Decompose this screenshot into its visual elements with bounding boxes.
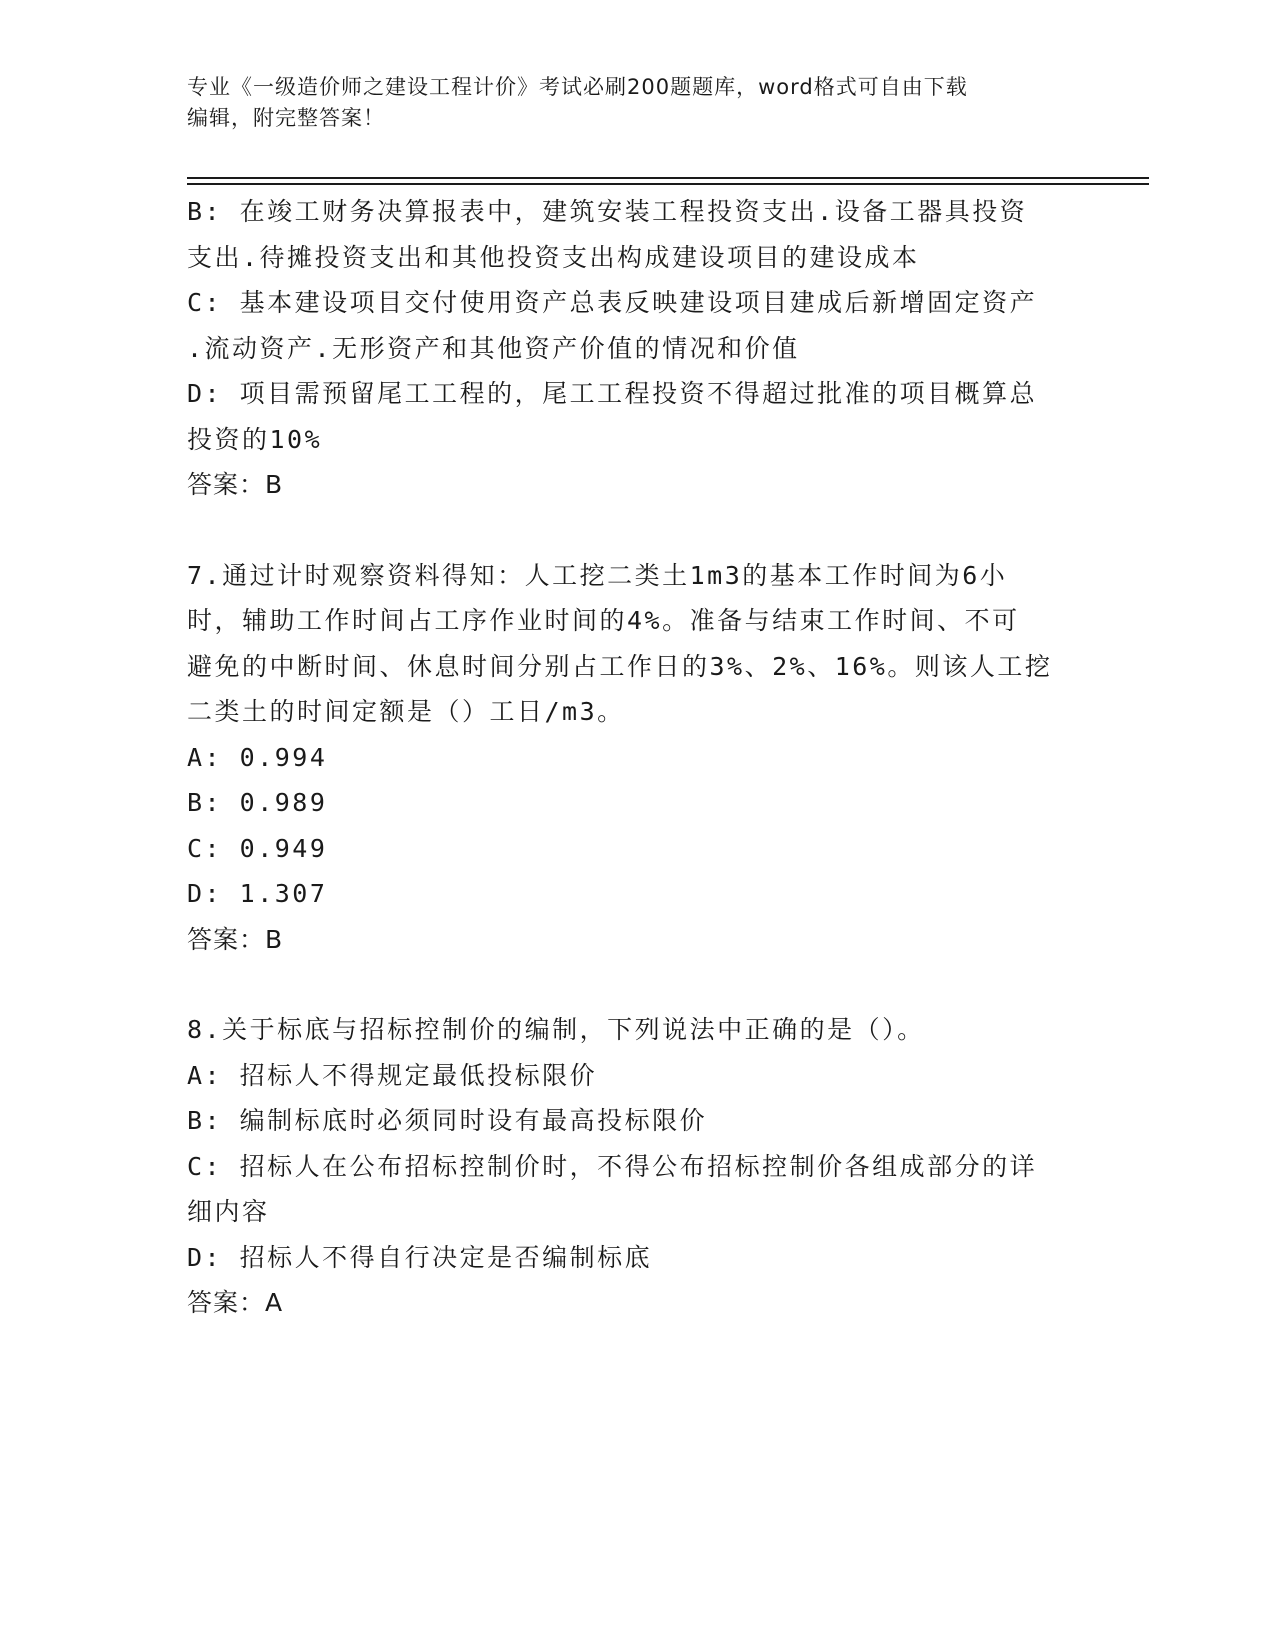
q7-option-c: C: 0.949 xyxy=(187,833,328,863)
q8-stem: 8.关于标底与招标控制价的编制，下列说法中正确的是（）。 xyxy=(187,1015,925,1044)
spacer xyxy=(187,508,1087,553)
q6-option-c-line-2: .流动资产.无形资产和其他资产价值的情况和价值 xyxy=(187,333,800,363)
question-7-block xyxy=(187,553,1087,963)
q7-stem-line-2: 时，辅助工作时间占工序作业时间的4%。准备与结束工作时间、不可 xyxy=(187,606,1020,635)
spacer xyxy=(187,962,1087,1007)
question-content xyxy=(187,189,1087,1326)
q7-option-b: B: 0.989 xyxy=(187,788,328,817)
header-line-1: 专业《一级造价师之建设工程计价》考试必刷200题题库，word格式可自由下载 xyxy=(187,75,968,99)
question-8-block xyxy=(187,1007,1087,1326)
q8-option-c-line-2: 细内容 xyxy=(187,1197,270,1226)
q7-stem-line-3: 避免的中断时间、休息时间分别占工作日的3%、2%、16%。则该人工挖 xyxy=(187,651,1053,681)
header-rule-top xyxy=(187,177,1149,179)
q6-option-d-line-1: D: 项目需预留尾工工程的，尾工工程投资不得超过批准的项目概算总 xyxy=(187,379,1038,408)
q8-option-c-line-1: C: 招标人在公布招标控制价时，不得公布招标控制价各组成部分的详 xyxy=(187,1151,1038,1181)
q6-option-b-line-1: B: 在竣工财务决算报表中，建筑安装工程投资支出.设备工器具投资 xyxy=(187,197,1028,226)
header-rule-bottom xyxy=(187,183,1149,185)
page-header xyxy=(187,72,1087,134)
q6-option-d-line-2: 投资的10% xyxy=(187,424,323,454)
q6-answer: 答案：B xyxy=(187,470,284,499)
q8-option-b: B: 编制标底时必须同时设有最高投标限价 xyxy=(187,1106,708,1135)
q7-stem-line-1: 7.通过计时观察资料得知：人工挖二类土1m3的基本工作时间为6小 xyxy=(187,560,1008,590)
question-6-block xyxy=(187,189,1087,508)
q8-answer: 答案：A xyxy=(187,1288,284,1317)
q8-option-d: D: 招标人不得自行决定是否编制标底 xyxy=(187,1242,653,1272)
q7-answer: 答案：B xyxy=(187,924,284,954)
q7-option-d: D: 1.307 xyxy=(187,879,328,908)
q7-stem-line-4: 二类土的时间定额是（）工日/m3。 xyxy=(187,697,625,726)
q7-option-a: A: 0.994 xyxy=(187,742,328,772)
q6-option-b-line-2: 支出.待摊投资支出和其他投资支出构成建设项目的建设成本 xyxy=(187,242,920,272)
q8-option-a: A: 招标人不得规定最低投标限价 xyxy=(187,1060,598,1090)
q6-option-c-line-1: C: 基本建设项目交付使用资产总表反映建设项目建成后新增固定资产 xyxy=(187,288,1038,317)
header-line-2: 编辑，附完整答案！ xyxy=(187,106,385,130)
